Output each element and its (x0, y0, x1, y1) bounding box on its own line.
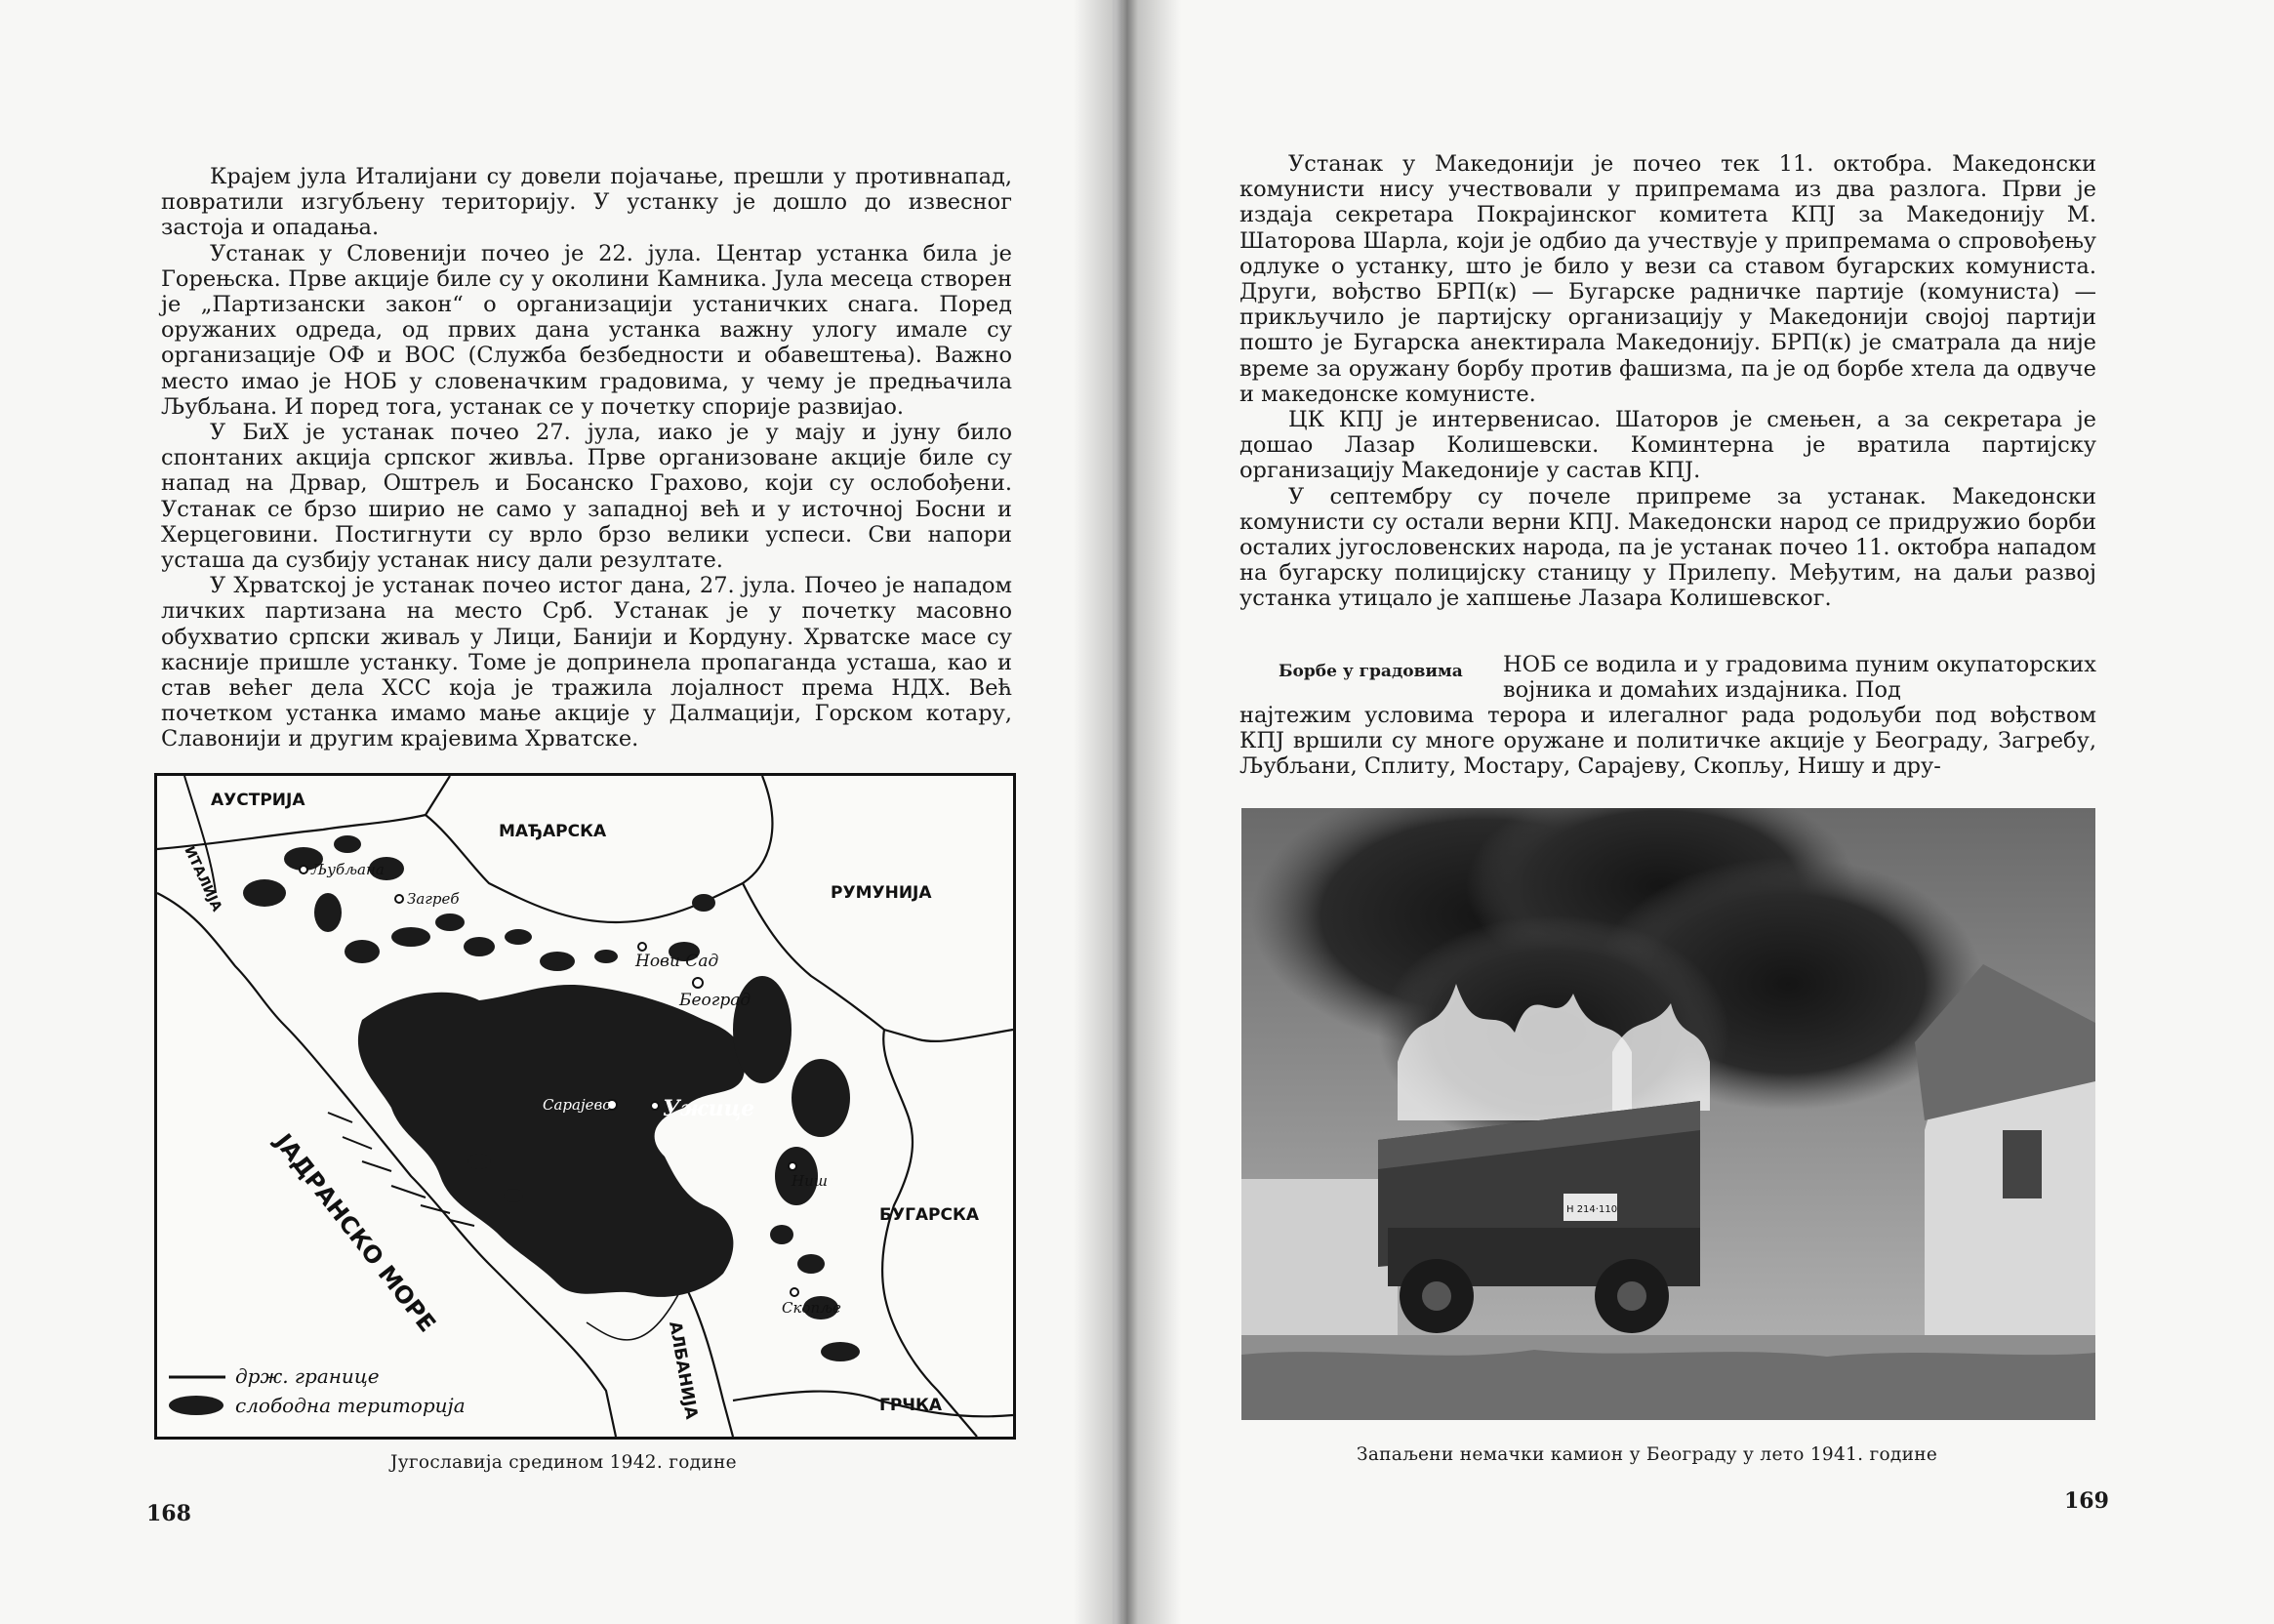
legend-free-territory-swatch (169, 1396, 223, 1415)
map-label-albania: АЛБАНИЈА (665, 1320, 702, 1421)
right-paragraph-1: Устанак у Македонији је почео тек 11. октобра. Македонски комунисти нису учествовали у припремама из два разлога. Први је издаја секретара Покрајинског комитета КПЈ за Македонију М. Шаторова Шарла, који је одбио да учествује у припремама о спровођењу одлуке о устанку, што је било у вези са ставом бугарских комуниста. Други, вођство БРП(к) — Бугарске радничке партије (комуниста) — прикључило је партијску организацију у Македонији својој партији пошто је Бугарска анектирала Македонију. БРП(к) је сматрала да није време за оружану борбу против фашизма, па је од борбе хтела да одвуче и македонске комунисте. (1239, 151, 2096, 407)
yugoslavia-1942-map (154, 773, 1016, 1440)
map-label-belgrade: Београд (679, 991, 751, 1010)
book-gutter (1074, 0, 1181, 1624)
map-label-uzice: Ужице (663, 1096, 755, 1121)
map-label-greece: ГРЧКА (879, 1396, 943, 1415)
left-page-body (161, 164, 1012, 752)
border-austria (157, 776, 450, 849)
right-page-body (1239, 151, 2096, 612)
map-label-bulgaria: БУГАРСКА (879, 1205, 980, 1225)
right-paragraph-3: У септембру су почеле припреме за устанак. Македонски комунисти су остали верни КПЈ. Македонски народ се придружио борби осталих југословенских народа, па је устанак почео 11. октобра нападом на бугарску полицијску станицу у Прилепу. Међутим, на даљи развој устанка утицало је хапшење Лазара Колишевског. (1239, 483, 2096, 612)
left-paragraph-4: У Хрватској је устанак почео истог дана, 27. јула. Почео је нападом личких партизана на место Срб. Устанак је у почетку масовно обухватио српски живаљ у Лици, Банији и Кордуну. Хрватске масе су касније пришле устанку. Томе је допринела пропаганда усташа, као и став већег дела ХСС која је тражила лојалност према НДХ. Већ почетком устанка имамо мање акције у Далмацији, Горском котару, Славонији и другим крајевима Хрватске. (161, 573, 1012, 752)
map-label-ljubljana: Љубљана (311, 861, 385, 878)
left-paragraph-2: Устанак у Словенији почео је 22. јула. Центар устанка била је Горењска. Прве акције биле су у околини Камника. Јула месеца створен је „Партизански закон“ о организацији устаничких снага. Поред оружаних одреда, од првих дана устанка важну улогу имале су организације ОФ и ВОС (Служба безбедности и обавештења). Важно место имао је НОБ у словеначким градовима, у чему је предњачила Љубљана. И поред тога, устанак се у почетку спорије развијао. (161, 240, 1012, 420)
photo-caption: Запаљени немачки камион у Београду у лето 1941. године (1357, 1444, 1938, 1465)
nis-marker (789, 1162, 796, 1170)
map-caption: Југославија средином 1942. године (390, 1452, 737, 1473)
novi-sad-marker (638, 943, 646, 951)
map-label-zagreb: Загреб (407, 890, 460, 908)
map-label-adriatic: ЈАДРАНСКО МОРЕ (269, 1128, 441, 1338)
map-label-nis: Ниш (792, 1172, 828, 1190)
map-label-italy: ИТАЛИЈА (181, 843, 225, 914)
right-paragraph-4-rest: најтежим условима терора и илегалног рада родољуби под вођством КПЈ вршили су многе оружане и политичке акције у Београду, Загребу, Љубљани, Сплиту, Мостару, Сарајеву, Скопљу, Нишу и дру- (1239, 703, 2096, 780)
map-label-skopje: Скопље (782, 1299, 841, 1317)
map-label-romania: РУМУНИЈА (831, 883, 932, 903)
map-label-sarajevo: Сарајево (543, 1096, 612, 1114)
legend-free-territory-label: слободна територија (235, 1394, 466, 1417)
belgrade-marker (693, 978, 703, 988)
map-label-austria: АУСТРИЈА (211, 791, 305, 810)
skopje-marker (791, 1288, 798, 1296)
left-paragraph-1: Крајем јула Италијани су довели појачање, прешли у противнапад, повратили изгубљену територију. У устанку је дошло до извесног застоја и опадања. (161, 164, 1012, 241)
legend-borders-label: држ. границе (235, 1364, 380, 1388)
left-paragraph-3: У БиХ је устанак почео 27. јула, иако је у мају и јуну било спонтаних акција српског живља. Прве организоване акције биле су напад на Дрвар, Оштрељ и Босанско Грахово, који су ослобођени. Устанак се брзо ширио не само у западној већ и у источној Босни и Херцеговини. Постигнути су врло брзо велики успеси. Сви напори усташа да сузбију устанак нису дали резултате. (161, 420, 1012, 574)
burning-truck-photo (1241, 808, 2095, 1420)
zagreb-marker (395, 895, 403, 903)
map-label-novi-sad: Нови Сад (635, 952, 719, 971)
border-hungary (426, 776, 772, 922)
map-label-hungary: МАЂАРСКА (499, 822, 607, 841)
page-number-left: 168 (146, 1501, 191, 1526)
truck-licence-plate: H 214·110 (1566, 1204, 1618, 1215)
section-heading-city-battles: Борбе у градовима (1279, 662, 1463, 681)
border-greece (733, 1392, 1013, 1417)
ljubljana-marker (300, 866, 307, 873)
right-paragraph-4-lead: НОБ се водила и у градовима пуним окупаторских војника и домаћих издајника. Под (1503, 652, 2096, 704)
border-bulgaria (882, 1030, 977, 1437)
uzice-marker (651, 1102, 659, 1110)
page-number-right: 169 (2064, 1488, 2109, 1514)
right-paragraph-2: ЦК КПЈ је интервенисао. Шаторов је смењен, а за секретара је дошао Лазар Колишевски. Коминтерна је вратила партијску организацију Македоније у састав КПЈ. (1239, 407, 2096, 484)
